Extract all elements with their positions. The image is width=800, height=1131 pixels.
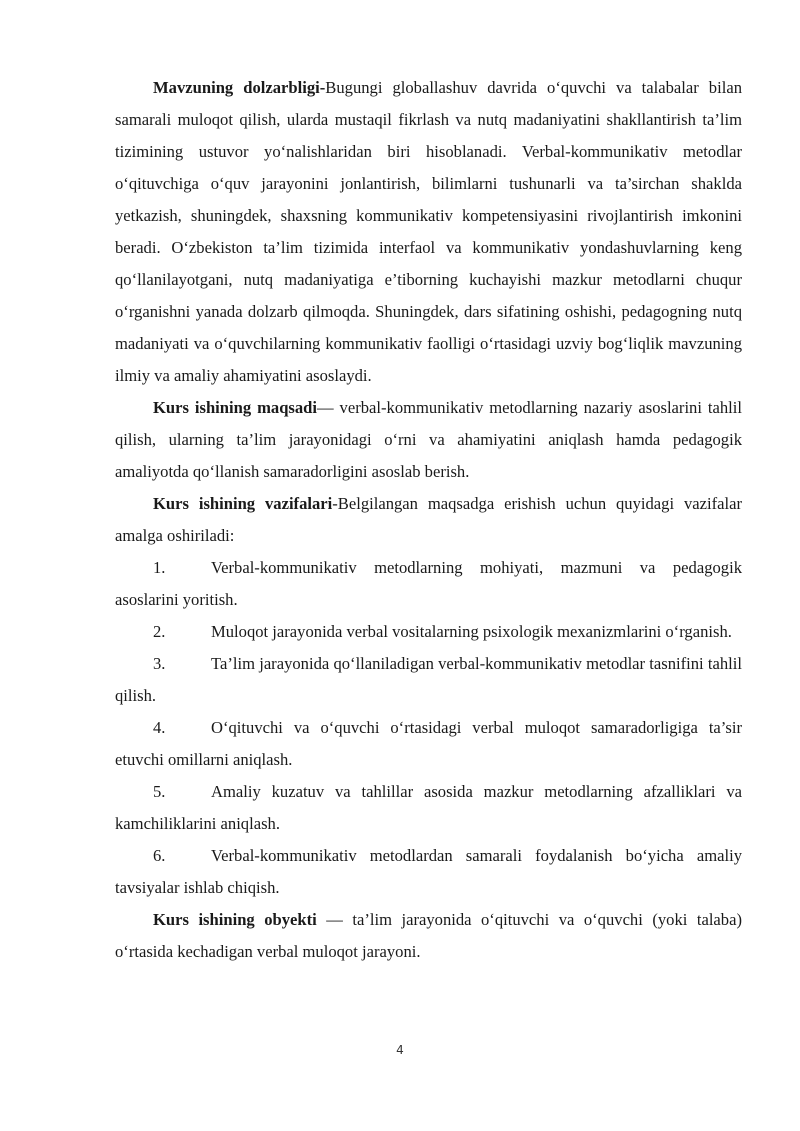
tasks-text: -Belgilangan maqsadga erishish uchun quyidagi vazifalar amalga oshiriladi:: [115, 494, 742, 545]
task-text: Verbal-kommunikativ metodlarning mohiyati, mazmuni va pedagogik asoslarini yoritish.: [115, 558, 742, 609]
task-number: 2.: [153, 622, 166, 641]
task-number: 1.: [153, 558, 166, 577]
relevance-heading: Mavzuning dolzarbligi-: [153, 78, 326, 97]
tasks-paragraph: [115, 488, 742, 552]
task-text: Ta’lim jarayonida qo‘llaniladigan verbal-kommunikativ metodlar tasnifini tahlil qilish.: [115, 654, 742, 705]
task-item: [115, 616, 742, 648]
goal-paragraph: [115, 392, 742, 488]
document-body: [115, 72, 742, 968]
task-item: [115, 712, 742, 776]
task-item: [115, 648, 742, 712]
task-text: Amaliy kuzatuv va tahlillar asosida mazkur metodlarning afzalliklari va kamchiliklarini aniqlash.: [115, 782, 742, 833]
task-number: 3.: [153, 654, 166, 673]
tasks-heading: Kurs ishining vazifalari: [153, 494, 333, 513]
task-item: [115, 552, 742, 616]
object-paragraph: [115, 904, 742, 968]
task-text: Muloqot jarayonida verbal vositalarning psixologik mexanizmlarini o‘rganish.: [211, 622, 732, 641]
task-number: 5.: [153, 782, 166, 801]
task-item: [115, 840, 742, 904]
goal-text: — verbal-kommunikativ metodlarning nazariy asoslarini tahlil qilish, ularning ta’lim jarayonidagi o‘rni va ahamiyatini aniqlash hamda pedagogik amaliyotda qo‘llanish samaradorligini asoslab berish.: [115, 398, 742, 481]
task-text: O‘qituvchi va o‘quvchi o‘rtasidagi verbal muloqot samaradorligiga ta’sir etuvchi omillarni aniqlash.: [115, 718, 742, 769]
goal-heading: Kurs ishining maqsadi: [153, 398, 318, 417]
page-number: 4: [396, 1043, 404, 1057]
task-item: [115, 776, 742, 840]
task-number: 6.: [153, 846, 166, 865]
task-number: 4.: [153, 718, 166, 737]
object-heading: Kurs ishining obyekti: [153, 910, 317, 929]
task-text: Verbal-kommunikativ metodlardan samarali foydalanish bo‘yicha amaliy tavsiyalar ishlab chiqish.: [115, 846, 742, 897]
relevance-paragraph: [115, 72, 742, 392]
object-text: — ta’lim jarayonida o‘qituvchi va o‘quvchi (yoki talaba) o‘rtasida kechadigan verbal muloqot jarayoni.: [115, 910, 742, 961]
relevance-text: Bugungi globallashuv davrida o‘quvchi va talabalar bilan samarali muloqot qilish, ularda mustaqil fikrlash va nutq madaniyatini shakllantirish ta’lim tizimining ustuvor yo‘nalishlaridan biri hisoblanadi. Verbal-kommunikativ metodlar o‘qituvchiga o‘quv jarayonini jonlantirish, bilimlarni tushunarli va ta’sirchan shaklda yetkazish, shuningdek, shaxsning kommunikativ kompetensiyasini rivojlantirish imkonini beradi. O‘zbekiston ta’lim tizimida interfaol va kommunikativ yondashuvlarning keng qo‘llanilayotgani, nutq madaniyatiga e’tiborning kuchayishi mazkur metodlarni chuqur o‘rganishni yanada dolzarb qilmoqda. Shuningdek, dars sifatining oshishi, pedagogning nutq madaniyati va o‘quvchilarning kommunikativ faolligi o‘rtasidagi uzviy bog‘liqlik mavzuning ilmiy va amaliy ahamiyatini asoslaydi.: [115, 78, 742, 385]
